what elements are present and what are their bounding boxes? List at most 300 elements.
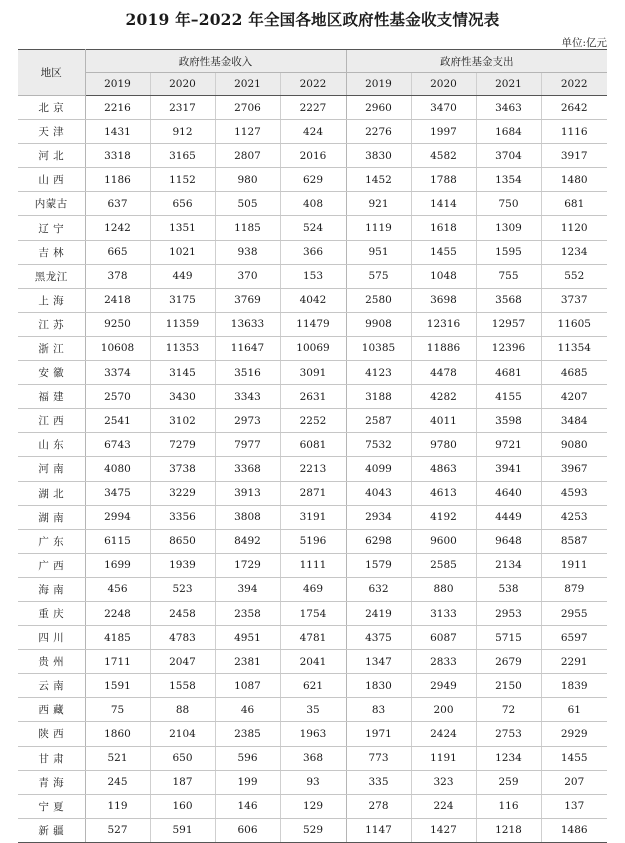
income-value-cell: 529 xyxy=(280,818,346,842)
expense-value-cell: 4681 xyxy=(476,361,541,385)
table-row xyxy=(18,312,607,336)
expense-value-cell: 3830 xyxy=(346,144,411,168)
income-value-cell: 187 xyxy=(150,770,215,794)
expense-value-cell: 2419 xyxy=(346,601,411,625)
expense-value-cell: 1486 xyxy=(541,818,607,842)
expense-value-cell: 750 xyxy=(476,192,541,216)
expense-value-cell: 224 xyxy=(411,794,476,818)
table-row xyxy=(18,264,607,288)
income-value-cell: 93 xyxy=(280,770,346,794)
table-row xyxy=(18,601,607,625)
income-value-cell: 3769 xyxy=(215,288,280,312)
income-value-cell: 13633 xyxy=(215,312,280,336)
expense-value-cell: 61 xyxy=(541,698,607,722)
income-value-cell: 1127 xyxy=(215,120,280,144)
region-cell: 天 津 xyxy=(18,120,85,144)
income-value-cell: 3356 xyxy=(150,505,215,529)
income-value-cell: 2631 xyxy=(280,385,346,409)
income-value-cell: 35 xyxy=(280,698,346,722)
region-cell: 青 海 xyxy=(18,770,85,794)
income-value-cell: 10069 xyxy=(280,336,346,360)
income-value-cell: 3368 xyxy=(215,457,280,481)
expense-value-cell: 3598 xyxy=(476,409,541,433)
expense-value-cell: 3737 xyxy=(541,288,607,312)
region-cell: 广 西 xyxy=(18,553,85,577)
region-cell: 福 建 xyxy=(18,385,85,409)
region-cell: 海 南 xyxy=(18,577,85,601)
income-value-cell: 3229 xyxy=(150,481,215,505)
table-row xyxy=(18,240,607,264)
table-row xyxy=(18,674,607,698)
expense-value-cell: 1839 xyxy=(541,674,607,698)
expense-value-cell: 3470 xyxy=(411,96,476,120)
income-value-cell: 424 xyxy=(280,120,346,144)
income-value-cell: 245 xyxy=(85,770,150,794)
expense-value-cell: 2134 xyxy=(476,553,541,577)
expense-value-cell: 11605 xyxy=(541,312,607,336)
income-value-cell: 1111 xyxy=(280,553,346,577)
expense-value-cell: 3484 xyxy=(541,409,607,433)
expense-value-cell: 880 xyxy=(411,577,476,601)
expense-value-cell: 1997 xyxy=(411,120,476,144)
income-value-cell: 2458 xyxy=(150,601,215,625)
expense-value-cell: 1911 xyxy=(541,553,607,577)
region-cell: 安 徽 xyxy=(18,361,85,385)
expense-value-cell: 4685 xyxy=(541,361,607,385)
income-value-cell: 2994 xyxy=(85,505,150,529)
income-value-cell: 2248 xyxy=(85,601,150,625)
expense-value-cell: 323 xyxy=(411,770,476,794)
income-value-cell: 2252 xyxy=(280,409,346,433)
table-row xyxy=(18,96,607,120)
expense-value-cell: 4582 xyxy=(411,144,476,168)
income-value-cell: 378 xyxy=(85,264,150,288)
expense-value-cell: 2753 xyxy=(476,722,541,746)
expense-value-cell: 1595 xyxy=(476,240,541,264)
expense-value-cell: 6087 xyxy=(411,626,476,650)
expense-value-cell: 4253 xyxy=(541,505,607,529)
expense-value-cell: 4192 xyxy=(411,505,476,529)
expense-value-cell: 575 xyxy=(346,264,411,288)
table-row xyxy=(18,144,607,168)
income-value-cell: 912 xyxy=(150,120,215,144)
expense-value-cell: 200 xyxy=(411,698,476,722)
income-value-cell: 6115 xyxy=(85,529,150,553)
expense-value-cell: 4449 xyxy=(476,505,541,529)
expense-value-cell: 3704 xyxy=(476,144,541,168)
expense-value-cell: 2949 xyxy=(411,674,476,698)
income-value-cell: 3913 xyxy=(215,481,280,505)
income-value-cell: 1186 xyxy=(85,168,150,192)
header-row-years xyxy=(18,73,607,96)
income-value-cell: 596 xyxy=(215,746,280,770)
expense-value-cell: 1354 xyxy=(476,168,541,192)
income-value-cell: 2016 xyxy=(280,144,346,168)
income-value-cell: 11647 xyxy=(215,336,280,360)
income-value-cell: 3102 xyxy=(150,409,215,433)
expense-value-cell: 11354 xyxy=(541,336,607,360)
table-row xyxy=(18,553,607,577)
expense-value-cell: 7532 xyxy=(346,433,411,457)
income-value-cell: 938 xyxy=(215,240,280,264)
income-value-cell: 2418 xyxy=(85,288,150,312)
expense-value-cell: 1309 xyxy=(476,216,541,240)
income-year-header: 2021 xyxy=(215,73,280,96)
expense-value-cell: 1618 xyxy=(411,216,476,240)
income-value-cell: 2385 xyxy=(215,722,280,746)
table-row xyxy=(18,288,607,312)
income-value-cell: 621 xyxy=(280,674,346,698)
income-value-cell: 3516 xyxy=(215,361,280,385)
income-value-cell: 146 xyxy=(215,794,280,818)
expense-value-cell: 4613 xyxy=(411,481,476,505)
expense-value-cell: 6597 xyxy=(541,626,607,650)
expense-value-cell: 9080 xyxy=(541,433,607,457)
expense-value-cell: 8587 xyxy=(541,529,607,553)
income-value-cell: 6743 xyxy=(85,433,150,457)
table-row xyxy=(18,457,607,481)
region-cell: 北 京 xyxy=(18,96,85,120)
income-value-cell: 2541 xyxy=(85,409,150,433)
region-cell: 宁 夏 xyxy=(18,794,85,818)
income-value-cell: 4781 xyxy=(280,626,346,650)
income-value-cell: 153 xyxy=(280,264,346,288)
expense-value-cell: 137 xyxy=(541,794,607,818)
expense-value-cell: 1830 xyxy=(346,674,411,698)
expense-value-cell: 2934 xyxy=(346,505,411,529)
income-value-cell: 1729 xyxy=(215,553,280,577)
expense-value-cell: 1971 xyxy=(346,722,411,746)
income-value-cell: 1699 xyxy=(85,553,150,577)
expense-value-cell: 1788 xyxy=(411,168,476,192)
income-value-cell: 1963 xyxy=(280,722,346,746)
expense-value-cell: 2960 xyxy=(346,96,411,120)
income-value-cell: 2381 xyxy=(215,650,280,674)
income-value-cell: 656 xyxy=(150,192,215,216)
expense-value-cell: 9600 xyxy=(411,529,476,553)
income-value-cell: 3475 xyxy=(85,481,150,505)
income-value-cell: 3808 xyxy=(215,505,280,529)
expense-value-cell: 207 xyxy=(541,770,607,794)
expense-value-cell: 1347 xyxy=(346,650,411,674)
region-cell: 云 南 xyxy=(18,674,85,698)
region-cell: 新 疆 xyxy=(18,818,85,842)
expense-value-cell: 4593 xyxy=(541,481,607,505)
expense-value-cell: 4123 xyxy=(346,361,411,385)
expense-value-cell: 1116 xyxy=(541,120,607,144)
income-value-cell: 7279 xyxy=(150,433,215,457)
expense-value-cell: 2642 xyxy=(541,96,607,120)
expense-value-cell: 116 xyxy=(476,794,541,818)
income-value-cell: 129 xyxy=(280,794,346,818)
income-value-cell: 11359 xyxy=(150,312,215,336)
region-cell: 吉 林 xyxy=(18,240,85,264)
expense-value-cell: 1455 xyxy=(411,240,476,264)
expense-value-cell: 83 xyxy=(346,698,411,722)
region-cell: 辽 宁 xyxy=(18,216,85,240)
table-row xyxy=(18,192,607,216)
expense-value-cell: 4043 xyxy=(346,481,411,505)
expense-value-cell: 12316 xyxy=(411,312,476,336)
income-value-cell: 1087 xyxy=(215,674,280,698)
income-value-cell: 456 xyxy=(85,577,150,601)
table-row xyxy=(18,770,607,794)
expense-value-cell: 4640 xyxy=(476,481,541,505)
income-value-cell: 591 xyxy=(150,818,215,842)
income-value-cell: 1431 xyxy=(85,120,150,144)
income-value-cell: 2706 xyxy=(215,96,280,120)
income-value-cell: 4042 xyxy=(280,288,346,312)
expense-value-cell: 9648 xyxy=(476,529,541,553)
expense-value-cell: 4011 xyxy=(411,409,476,433)
income-value-cell: 88 xyxy=(150,698,215,722)
region-cell: 四 川 xyxy=(18,626,85,650)
income-value-cell: 3191 xyxy=(280,505,346,529)
region-cell: 河 北 xyxy=(18,144,85,168)
expense-value-cell: 3133 xyxy=(411,601,476,625)
table-row xyxy=(18,722,607,746)
income-value-cell: 3091 xyxy=(280,361,346,385)
expense-value-cell: 632 xyxy=(346,577,411,601)
region-cell: 河 南 xyxy=(18,457,85,481)
income-value-cell: 46 xyxy=(215,698,280,722)
table-row xyxy=(18,505,607,529)
region-cell: 江 苏 xyxy=(18,312,85,336)
region-cell: 甘 肃 xyxy=(18,746,85,770)
income-value-cell: 2358 xyxy=(215,601,280,625)
expense-value-cell: 1048 xyxy=(411,264,476,288)
income-value-cell: 1754 xyxy=(280,601,346,625)
income-value-cell: 10608 xyxy=(85,336,150,360)
expense-value-cell: 879 xyxy=(541,577,607,601)
income-value-cell: 9250 xyxy=(85,312,150,336)
table-row xyxy=(18,385,607,409)
expense-value-cell: 2679 xyxy=(476,650,541,674)
income-value-cell: 2871 xyxy=(280,481,346,505)
region-cell: 广 东 xyxy=(18,529,85,553)
table-row xyxy=(18,529,607,553)
income-value-cell: 394 xyxy=(215,577,280,601)
table-row xyxy=(18,336,607,360)
table-row xyxy=(18,361,607,385)
income-value-cell: 1152 xyxy=(150,168,215,192)
region-header: 地区 xyxy=(18,50,85,96)
income-value-cell: 368 xyxy=(280,746,346,770)
expense-value-cell: 1119 xyxy=(346,216,411,240)
income-value-cell: 1242 xyxy=(85,216,150,240)
expense-value-cell: 1455 xyxy=(541,746,607,770)
expense-value-cell: 2150 xyxy=(476,674,541,698)
income-value-cell: 527 xyxy=(85,818,150,842)
region-cell: 山 西 xyxy=(18,168,85,192)
income-value-cell: 665 xyxy=(85,240,150,264)
region-cell: 西 藏 xyxy=(18,698,85,722)
table-row xyxy=(18,481,607,505)
income-value-cell: 4951 xyxy=(215,626,280,650)
expense-value-cell: 335 xyxy=(346,770,411,794)
income-year-header: 2019 xyxy=(85,73,150,96)
expense-value-cell: 538 xyxy=(476,577,541,601)
income-value-cell: 75 xyxy=(85,698,150,722)
income-value-cell: 524 xyxy=(280,216,346,240)
region-cell: 湖 南 xyxy=(18,505,85,529)
expense-value-cell: 259 xyxy=(476,770,541,794)
expense-value-cell: 1684 xyxy=(476,120,541,144)
income-value-cell: 521 xyxy=(85,746,150,770)
income-value-cell: 3738 xyxy=(150,457,215,481)
income-value-cell: 1558 xyxy=(150,674,215,698)
expense-year-header: 2019 xyxy=(346,73,411,96)
income-value-cell: 3145 xyxy=(150,361,215,385)
income-value-cell: 4185 xyxy=(85,626,150,650)
fund-table xyxy=(18,49,607,843)
income-value-cell: 1185 xyxy=(215,216,280,240)
expense-value-cell: 4155 xyxy=(476,385,541,409)
income-value-cell: 119 xyxy=(85,794,150,818)
region-cell: 陕 西 xyxy=(18,722,85,746)
income-value-cell: 3175 xyxy=(150,288,215,312)
income-value-cell: 449 xyxy=(150,264,215,288)
expense-value-cell: 3941 xyxy=(476,457,541,481)
header-row-groups xyxy=(18,50,607,73)
income-value-cell: 3343 xyxy=(215,385,280,409)
expense-value-cell: 1579 xyxy=(346,553,411,577)
expense-value-cell: 3463 xyxy=(476,96,541,120)
expense-year-header: 2022 xyxy=(541,73,607,96)
income-value-cell: 5196 xyxy=(280,529,346,553)
income-value-cell: 1351 xyxy=(150,216,215,240)
table-row xyxy=(18,650,607,674)
income-value-cell: 3165 xyxy=(150,144,215,168)
expense-value-cell: 4478 xyxy=(411,361,476,385)
expense-value-cell: 2276 xyxy=(346,120,411,144)
table-row xyxy=(18,168,607,192)
expense-year-header: 2020 xyxy=(411,73,476,96)
expense-value-cell: 1234 xyxy=(541,240,607,264)
expense-value-cell: 278 xyxy=(346,794,411,818)
income-value-cell: 370 xyxy=(215,264,280,288)
expense-value-cell: 12957 xyxy=(476,312,541,336)
income-value-cell: 980 xyxy=(215,168,280,192)
income-value-cell: 160 xyxy=(150,794,215,818)
expense-value-cell: 4282 xyxy=(411,385,476,409)
income-value-cell: 4080 xyxy=(85,457,150,481)
table-row xyxy=(18,818,607,842)
income-group-header: 政府性基金收入 xyxy=(85,50,346,73)
expense-value-cell: 6298 xyxy=(346,529,411,553)
income-value-cell: 1021 xyxy=(150,240,215,264)
income-value-cell: 2047 xyxy=(150,650,215,674)
expense-value-cell: 2291 xyxy=(541,650,607,674)
expense-value-cell: 1427 xyxy=(411,818,476,842)
expense-value-cell: 1414 xyxy=(411,192,476,216)
income-year-header: 2020 xyxy=(150,73,215,96)
income-value-cell: 11479 xyxy=(280,312,346,336)
table-row xyxy=(18,698,607,722)
income-value-cell: 1939 xyxy=(150,553,215,577)
expense-value-cell: 755 xyxy=(476,264,541,288)
expense-value-cell: 12396 xyxy=(476,336,541,360)
region-cell: 重 庆 xyxy=(18,601,85,625)
expense-value-cell: 9721 xyxy=(476,433,541,457)
income-value-cell: 523 xyxy=(150,577,215,601)
income-value-cell: 2216 xyxy=(85,96,150,120)
region-cell: 湖 北 xyxy=(18,481,85,505)
expense-value-cell: 2580 xyxy=(346,288,411,312)
expense-value-cell: 11886 xyxy=(411,336,476,360)
income-value-cell: 3318 xyxy=(85,144,150,168)
expense-value-cell: 1234 xyxy=(476,746,541,770)
income-value-cell: 2807 xyxy=(215,144,280,168)
income-value-cell: 199 xyxy=(215,770,280,794)
table-body xyxy=(18,96,607,843)
income-value-cell: 2317 xyxy=(150,96,215,120)
page-title: 2019 年–2022 年全国各地区政府性基金收支情况表 xyxy=(125,10,500,29)
income-value-cell: 505 xyxy=(215,192,280,216)
expense-value-cell: 1191 xyxy=(411,746,476,770)
expense-value-cell: 2587 xyxy=(346,409,411,433)
income-value-cell: 606 xyxy=(215,818,280,842)
table-row xyxy=(18,120,607,144)
income-value-cell: 2104 xyxy=(150,722,215,746)
expense-value-cell: 681 xyxy=(541,192,607,216)
expense-value-cell: 1452 xyxy=(346,168,411,192)
income-value-cell: 1860 xyxy=(85,722,150,746)
income-value-cell: 2973 xyxy=(215,409,280,433)
expense-value-cell: 951 xyxy=(346,240,411,264)
income-value-cell: 1591 xyxy=(85,674,150,698)
income-value-cell: 408 xyxy=(280,192,346,216)
expense-value-cell: 1147 xyxy=(346,818,411,842)
income-value-cell: 2227 xyxy=(280,96,346,120)
expense-value-cell: 2585 xyxy=(411,553,476,577)
region-cell: 上 海 xyxy=(18,288,85,312)
expense-value-cell: 9780 xyxy=(411,433,476,457)
table-row xyxy=(18,433,607,457)
region-cell: 黑龙江 xyxy=(18,264,85,288)
income-year-header: 2022 xyxy=(280,73,346,96)
expense-value-cell: 3698 xyxy=(411,288,476,312)
income-value-cell: 8650 xyxy=(150,529,215,553)
income-value-cell: 2570 xyxy=(85,385,150,409)
expense-value-cell: 3568 xyxy=(476,288,541,312)
expense-value-cell: 1120 xyxy=(541,216,607,240)
income-value-cell: 3374 xyxy=(85,361,150,385)
expense-value-cell: 4375 xyxy=(346,626,411,650)
expense-value-cell: 2955 xyxy=(541,601,607,625)
income-value-cell: 2213 xyxy=(280,457,346,481)
expense-value-cell: 4863 xyxy=(411,457,476,481)
region-cell: 贵 州 xyxy=(18,650,85,674)
region-cell: 山 东 xyxy=(18,433,85,457)
expense-value-cell: 10385 xyxy=(346,336,411,360)
income-value-cell: 7977 xyxy=(215,433,280,457)
expense-value-cell: 4099 xyxy=(346,457,411,481)
income-value-cell: 469 xyxy=(280,577,346,601)
income-value-cell: 629 xyxy=(280,168,346,192)
region-cell: 江 西 xyxy=(18,409,85,433)
expense-value-cell: 552 xyxy=(541,264,607,288)
income-value-cell: 3430 xyxy=(150,385,215,409)
region-cell: 内蒙古 xyxy=(18,192,85,216)
expense-value-cell: 773 xyxy=(346,746,411,770)
expense-value-cell: 2953 xyxy=(476,601,541,625)
income-value-cell: 6081 xyxy=(280,433,346,457)
income-value-cell: 650 xyxy=(150,746,215,770)
unit-label: 单位:亿元 xyxy=(561,37,607,49)
expense-value-cell: 2424 xyxy=(411,722,476,746)
income-value-cell: 11353 xyxy=(150,336,215,360)
